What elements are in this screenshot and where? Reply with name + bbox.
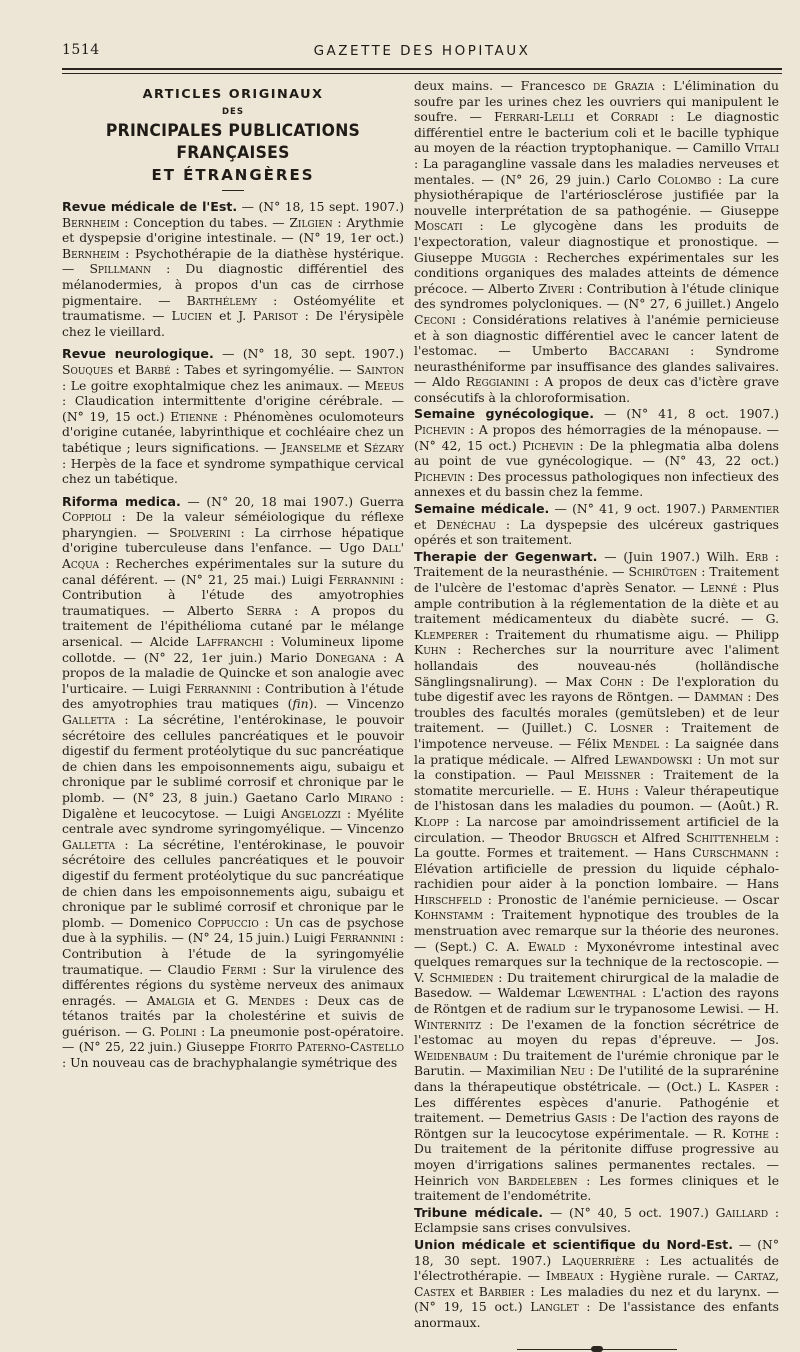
author-name: Fermi <box>221 962 257 977</box>
entry-text: : Les maladies du nez et du larynx. — (N° 19, 15 oct.) <box>414 1284 779 1315</box>
bibliography-entry <box>62 346 404 487</box>
entry-text: : Le glycogène dans les produits de l'expectoration, valeur diagnostique et pronostique. — Giuseppe <box>414 219 779 265</box>
section-heading <box>62 86 404 191</box>
entry-text: et Alfred <box>618 830 687 845</box>
author-name: Muggia <box>480 250 526 265</box>
author-name: Etienne <box>170 409 218 424</box>
journal-title: GAZETTE DES HOPITAUX <box>313 43 531 59</box>
entry-text: : Des troubles des facultés morales (gemütsleben) et de leur traitement. — (Juillet.) C. <box>414 690 780 736</box>
entry-text: : Psychothérapie de la diathèse hystérique. — <box>62 246 404 277</box>
entry-text: : Le diagnostic différentiel entre le bacterium coli et le bacille typhique au moyen de la réaction tryptophanique. — Camillo <box>414 110 779 156</box>
author-name: Polini <box>159 1024 197 1039</box>
author-name: Ziveri <box>538 281 575 296</box>
author-name: Jeanselme <box>281 440 342 455</box>
entry-text: : Traitement de la stomatite mercurielle. — E. <box>414 768 779 798</box>
author-name: Spolverini <box>169 525 231 540</box>
end-ornament <box>517 1346 677 1352</box>
author-name: Moscati <box>414 219 463 234</box>
author-name: de <box>593 79 607 93</box>
entry-text: et G. <box>194 993 248 1008</box>
entry-text: : Volumineux lipome collotde. — (N° 22, 1er juin.) Mario <box>62 635 404 665</box>
entry-text: : Des processus pathologiques non infectieux des annexes et du bassin chez la femme. <box>414 469 779 500</box>
entry-text: : Un mot sur la constipation. — Paul <box>414 752 780 783</box>
left-column <box>62 86 404 1078</box>
entry-text: : Les formes cliniques et le traitement de l'endométrite. <box>414 1173 779 1204</box>
author-name: Kasper <box>727 1080 769 1094</box>
author-name: Dall' Acqua <box>62 541 404 572</box>
journal-name: Semaine médicale. <box>414 501 550 517</box>
author-name: Brugsch <box>566 830 619 845</box>
entry-text: : L'élimination du soufre par les urines chez les ouvriers qui manipulent le soufre. — <box>414 79 780 125</box>
journal-name: Tribune médicale. <box>414 1204 544 1220</box>
author-name: Sainton <box>356 362 404 377</box>
author-name: Gaillard <box>715 1205 769 1220</box>
entry-text: et <box>574 110 611 125</box>
entry-text: : Tabes et syringomyélie. — <box>170 362 357 377</box>
entry-text: : Valeur thérapeutique de l'histosan dans les maladies du poumon. — (Août.) R. <box>414 783 779 814</box>
author-name: Huhs <box>596 783 630 798</box>
bibliography-entry <box>62 494 404 1072</box>
entry-text: : La sécrétine, l'entérokinase, le pouvoir sécrétoire des cellules pancréatiques et le pouvoir digestif du ferment protéolytique du suc pancréatique de chien dans les empoisonnements aigu, subaigu et chronique par le sublimé corrosif et chronique par le plomb. — Domenico <box>62 837 404 930</box>
author-name: Klemperer <box>414 627 478 642</box>
entry-text: : A propos de la maladie de Quincke et son analogie avec l'urticaire. — Luigi <box>62 650 405 696</box>
entry-text: : Traitement de l'impotence nerveuse. — Félix <box>414 721 779 751</box>
journal-name: Therapie der Gegenwart. <box>414 548 598 564</box>
entry-text: : De l'assistance des enfants anormaux. <box>414 1300 779 1330</box>
entry-text: : Contribution à l'étude clinique des syndromes polycloniques. — (N° 27, 6 juillet.) Angelo <box>414 281 779 312</box>
author-name: Sézary <box>363 440 404 455</box>
entry-text: : Syndrome neurasthéniforme par insuffisance des glandes salivaires. — Aldo <box>414 344 779 390</box>
entry-text: : Les actualités de l'électrothérapie. — <box>414 1253 779 1284</box>
entry-text: : Deux cas de tétanos traités par la cholestérine et suivis de guérison. — G. <box>62 993 405 1039</box>
entry-text: : La sécrétine, l'entérokinase, le pouvoir sécrétoire des cellules pancréatiques et le pouvoir digestif du ferment protéolytique du suc pancréatique de chien dans les empoisonnements aigu, subaigu et chronique par le sublimé corrosif et chronique par le plomb. — (N° 23, 8 juin.) Gaetano Carlo <box>62 713 404 805</box>
author-name: Lewandowski <box>614 752 693 767</box>
entry-text: — (N° 18, 30 sept. 1907.) <box>414 1237 780 1268</box>
entry-text: : De la phlegmatia alba dolens au point de vue gynécologique. — (N° 43, 22 oct.) <box>414 438 779 469</box>
author-name: Mendes <box>247 993 296 1008</box>
entry-text: — (N° 40, 5 oct. 1907.) <box>543 1205 716 1220</box>
bibliography-entry <box>414 406 779 501</box>
entry-text: : Pronostic de l'anémie pernicieuse. — Oscar <box>482 892 779 907</box>
entry-text: : Contribution à l'étude des amyotrophies traumatiques. — Alberto <box>62 572 404 618</box>
section-heading-line2: DES <box>222 107 244 117</box>
author-name: Pichevin <box>414 469 466 484</box>
entry-text: — (N° 18, 30 sept. 1907.) <box>213 347 404 362</box>
entry-text: : La saignée dans la pratique médicale. — Alfred <box>414 736 779 767</box>
entry-text: : Herpès de la face et syndrome sympathique cervical chez un tabétique. <box>62 456 404 487</box>
author-name: Amalgia <box>146 993 195 1008</box>
entry-text: : A propos du traitement de l'épithélioma cutané par le mélange arsenical. — Alcide <box>62 603 404 650</box>
author-name: Mirano <box>347 790 393 805</box>
author-name: Winternitz <box>414 1017 482 1032</box>
entry-text: : La dyspepsie des ulcéreux gastriques opérés et son traitement. <box>414 517 779 548</box>
author-name: von Bardeleben <box>477 1173 578 1188</box>
entry-text: — (Juin 1907.) Wilh. <box>597 549 746 564</box>
author-name: Ferrari-Lelli <box>494 110 575 125</box>
entry-text: : Du traitement de la péritonite diffuse progressive au moyen d'irrigations salines permanentes rectales. — Heinrich <box>414 1126 779 1188</box>
entry-text: : Du traitement chirurgical de la maladie de Basedow. — Waldemar <box>414 970 779 1001</box>
author-name: Baccarani <box>608 344 670 359</box>
author-name: Serra <box>246 603 282 618</box>
entry-text: : Plus ample contribution à la réglementation de la diète et au traitement médicamenteux du diabète sucré. — G. <box>414 581 780 627</box>
entry-text: : Considérations relatives à l'anémie pernicieuse et à son diagnostic différentiel avec le cancer latent de l'estomac. — Umberto <box>414 312 779 359</box>
entry-text: : Recherches expérimentales sur les conditions organiques des malades atteints de démence précoce. — Alberto <box>414 250 779 296</box>
author-name: Fiorito Paterno-Castello <box>249 1040 404 1055</box>
bibliography-entry <box>414 1205 779 1237</box>
entry-text: : La goutte. Formes et traitement. — Hans <box>414 830 779 861</box>
entry-text: : La narcose par amoindrissement artificiel de la circulation. — Theodor <box>414 814 779 845</box>
entry-text: : Recherches sur la nourriture avec l'aliment hollandais des nouveau-nés (holländische Sänglingsnalirung). — Max <box>414 643 779 689</box>
author-name: Kuhn <box>414 643 447 658</box>
author-name: Barthélemy <box>186 293 257 308</box>
entry-text: : De la valeur séméiologique du réflexe pharyngien. — <box>62 510 404 540</box>
author-name: Barbé <box>135 362 171 377</box>
entry-text: : Le goitre exophtalmique chez les animaux. — <box>62 378 365 393</box>
entry-text: et <box>113 362 136 377</box>
entry-text: : L'action des rayons de Röntgen et de radium sur le trypanosome Lewisi. — H. <box>414 986 779 1017</box>
author-name: Laquerrière <box>561 1253 635 1268</box>
author-name: Mendel <box>612 736 660 751</box>
bibliography-entry <box>414 1237 779 1332</box>
author-name: Gasis <box>574 1111 608 1126</box>
right-entries <box>414 79 779 1332</box>
entry-text: : Recherches expérimentales sur la suture du canal déférent. — (N° 21, 25 mai.) Luigi <box>62 557 404 587</box>
author-name: Ceconi <box>414 312 456 327</box>
entry-text: : De l'exploration du tube digestif avec les rayons de Röntgen. — <box>414 674 779 705</box>
author-name: Schittenhelm <box>686 830 770 845</box>
author-name: Angelozzi <box>281 806 341 821</box>
entry-text: : A propos des hémorragies de la ménopause. — (N° 42, 15 oct.) <box>414 423 779 453</box>
section-heading-line4: ET ÉTRANGÈRES <box>151 166 315 184</box>
journal-name: Semaine gynécologique. <box>414 406 594 422</box>
entry-text: : Traitement hypnotique des troubles de la menstruation avec remarque sur la théorie des neurones. — (Sept.) C. A. <box>414 908 779 954</box>
entry-text: : La cure physiothérapique de l'artériosclérose justifiée par la nouvelle interprétation de sa pathogénie. — Giuseppe <box>414 172 779 218</box>
bibliography-entry <box>62 199 404 340</box>
author-name: Galletta <box>62 713 116 727</box>
right-column <box>414 79 779 1352</box>
author-name: Lœwenthal <box>567 986 636 1001</box>
entry-text: : Du traitement de l'urémie chronique par le Barutin. — Maximilian <box>414 1048 779 1079</box>
author-name: Klopp <box>414 814 449 829</box>
entry-text: : Traitement de l'ulcère de l'estomac d'après Senator. — <box>414 565 780 595</box>
entry-text: : Hygiène rurale. — <box>593 1269 735 1284</box>
author-name: Colombo <box>657 172 712 187</box>
author-name: Zilgien <box>289 215 333 230</box>
entry-text: : Claudication intermittente d'origine cérébrale. — (N° 19, 15 oct.) <box>62 394 404 424</box>
author-name: Grazia <box>606 79 654 93</box>
entry-text: : Un cas de psychose due à la syphilis. — (N° 24, 15 juin.) Luigi <box>62 915 404 946</box>
bibliography-entry-continued <box>414 79 779 406</box>
author-name: Barbier <box>478 1284 525 1299</box>
author-name: Laffranchi <box>196 635 263 650</box>
header-rule-thin <box>62 73 782 74</box>
author-name: Hirschfeld <box>414 892 483 907</box>
entry-text: : Arythmie et dyspepsie d'origine intestinale. — (N° 19, 1er oct.) <box>62 215 404 246</box>
left-entries <box>62 199 404 1072</box>
journal-name: Union médicale et scientifique du Nord-Est. <box>414 1236 733 1252</box>
entry-text: : Eclampsie sans crises convulsives. <box>414 1205 780 1236</box>
entry-text: : La pneumonie post-opératoire. — (N° 25, 22 juin.) Giuseppe <box>62 1024 404 1055</box>
author-name: Cohn <box>599 674 633 689</box>
author-name: Reggianini <box>465 375 529 390</box>
entry-text: : Sur la virulence des différentes régions du système nerveux des animaux enragés. — <box>62 962 404 1008</box>
section-heading-line1: ARTICLES ORIGINAUX <box>142 87 324 102</box>
header-rule-thick <box>62 68 782 70</box>
journal-name: Revue médicale de l'Est. <box>62 199 238 214</box>
entry-text: et <box>414 517 437 532</box>
entry-text: — (N° 18, 15 sept. 1907.) <box>237 200 405 214</box>
author-name: Corradi <box>610 110 659 125</box>
author-name: Donegana <box>315 650 376 665</box>
entry-text: : Traitement de la neurasthénie. — <box>414 549 780 580</box>
author-name: Parmentier <box>710 502 780 517</box>
author-name: Lucien <box>171 309 213 324</box>
section-heading-line3: PRINCIPALES PUBLICATIONS FRANÇAISES <box>105 121 361 163</box>
author-name: Vitali <box>744 141 779 156</box>
entry-text: : Ostéomyélite et traumatisme. — <box>62 293 404 324</box>
entry-text: : Elévation artificielle de pression du liquide céphalo-rachidien pour aider à la ponction lombaire. — Hans <box>414 846 779 892</box>
section-heading-dash <box>222 190 244 191</box>
entry-text: — (N° 41, 8 oct. 1907.) <box>593 407 779 422</box>
author-name: Lenné <box>700 581 738 595</box>
author-name: Pichevin <box>414 423 466 438</box>
author-name: Cartaz, Castex <box>414 1269 779 1299</box>
author-name: Meissner <box>584 768 641 783</box>
author-name: Ferrannini <box>185 681 252 696</box>
author-name: Meeus <box>364 378 404 393</box>
author-name: Parisot <box>253 309 298 324</box>
entry-text: : Myélite centrale avec syndrome syringomyélique. — Vincenzo <box>62 806 404 837</box>
entry-text: : Du diagnostic différentiel des mélanodermies, à propos d'un cas de cirrhose pigmentaire. — <box>62 262 404 308</box>
italic-text: fin <box>292 697 309 712</box>
author-name: Kothe <box>731 1126 769 1141</box>
author-name: Imbeaux <box>545 1269 594 1284</box>
page-number: 1514 <box>62 42 100 58</box>
author-name: Damman <box>693 690 744 705</box>
entry-text: : Traitement du rhumatisme aigu. — Philipp <box>477 627 779 642</box>
author-name: Curschmann <box>692 846 769 861</box>
author-name: Losner <box>609 721 653 736</box>
entry-text: deux mains. — Francesco <box>414 79 594 93</box>
journal-name: Riforma medica. <box>62 493 181 509</box>
entry-text: : La cirrhose hépatique d'origine tuberculeuse dans l'enfance. — Ugo <box>62 525 404 556</box>
entry-text: : De l'action des rayons de Röntgen sur la leucocytose expérimentale. — R. <box>414 1111 779 1141</box>
bibliography-entry <box>414 501 779 549</box>
bibliography-entry <box>414 549 779 1205</box>
entry-text: : Phénomènes oculomoteurs d'origine cutanée, labyrinthique et cochléaire chez un tabétique ; leurs significations. — <box>62 409 404 455</box>
entry-text: : Digalène et leucocytose. — Luigi <box>62 790 404 821</box>
author-name: Neu <box>560 1064 586 1079</box>
entry-text: : De l'érysipèle chez le vieillard. <box>62 309 404 339</box>
author-name: Erb <box>745 549 769 564</box>
entry-text: et <box>455 1284 479 1299</box>
author-name: Schmieden <box>429 970 494 985</box>
entry-text: ). — Vincenzo <box>308 697 404 712</box>
entry-text: et J. <box>212 309 254 324</box>
author-name: Weidenbaum <box>414 1048 489 1063</box>
author-name: Ferrannini <box>329 931 396 946</box>
author-name: Ferrannini <box>328 572 395 587</box>
author-name: Langlet <box>530 1300 579 1315</box>
author-name: Schirütgen <box>628 565 698 580</box>
author-name: Coppioli <box>62 510 112 525</box>
journal-name: Revue neurologique. <box>62 346 214 362</box>
entry-text: : Conception du tabes. — <box>119 215 290 230</box>
entry-text: : Les différentes espèces d'anurie. Pathogénie et traitement. — Demetrius <box>414 1080 779 1126</box>
author-name: Souques <box>62 362 114 377</box>
entry-text: : A propos de deux cas d'ictère grave consécutifs à la chloroformisation. <box>414 375 779 405</box>
entry-text: — (N° 20, 18 mai 1907.) Guerra <box>180 494 404 509</box>
entry-text: : Contribution à l'étude de la syringomyélie traumatique. — Claudio <box>62 931 404 977</box>
entry-text: — (N° 41, 9 oct. 1907.) <box>549 502 711 517</box>
author-name: Denéchau <box>436 517 496 532</box>
author-name: Ewald <box>527 939 566 954</box>
author-name: Pichevin <box>522 438 574 453</box>
entry-text: : De l'utilité de la suprarénine dans la thérapeutique obstétricale. — (Oct.) L. <box>414 1064 779 1094</box>
entry-text: : Myxonévrome intestinal avec quelques remarques sur la technique de la rectoscopie. — V. <box>414 939 779 985</box>
author-name: Spillmann <box>89 262 151 277</box>
author-name: Galletta <box>62 837 116 852</box>
entry-text: : Contribution à l'étude des amyotrophies trau matiques ( <box>62 681 404 712</box>
page-header <box>62 42 782 64</box>
author-name: Bernheim <box>62 246 120 261</box>
entry-text: : Un nouveau cas de brachyphalangie symétrique des <box>62 1056 398 1071</box>
author-name: Coppuccio <box>197 915 259 930</box>
author-name: Bernheim <box>62 215 120 230</box>
entry-text: et <box>341 440 364 455</box>
author-name: Kohnstamm <box>414 908 483 923</box>
entry-text: : La paragangline vassale dans les maladies nerveuses et mentales. — (N° 26, 29 juin.) Carlo <box>414 156 779 187</box>
entry-text: : De l'examen de la fonction sécrétrice de l'estomac au moyen du repas d'épreuve. — Jos. <box>414 1017 779 1048</box>
